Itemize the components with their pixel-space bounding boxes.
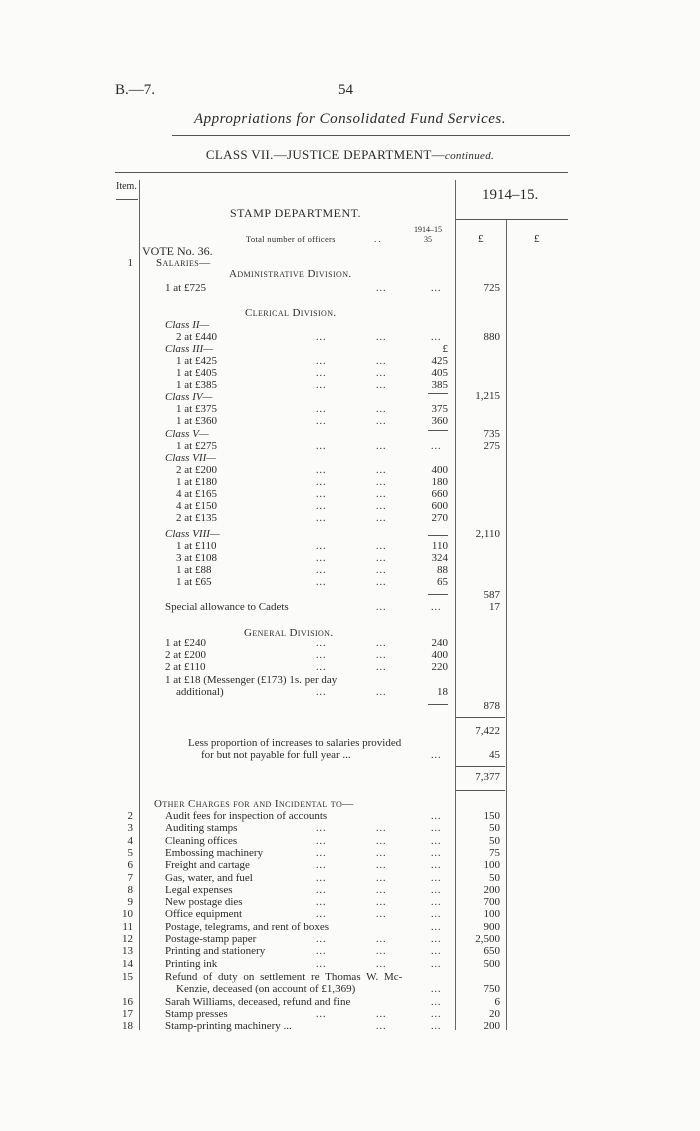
item-number: 11 [122, 920, 133, 933]
less-line-2 [0, 750, 700, 762]
refund-line-2 [0, 984, 700, 996]
item-number: 2 [127, 810, 133, 822]
leader-dots: ... [376, 368, 387, 379]
admin-total: 725 [483, 282, 500, 294]
leader-dots: ... [376, 823, 387, 835]
officers-label: Total number of officers [246, 234, 336, 244]
messenger-label-1: 1 at £18 (Messenger (£173) 1s. per day [165, 674, 338, 686]
general-total: 878 [483, 700, 500, 712]
charge-row-label: New postage dies [165, 896, 243, 909]
leader-dots: ... [316, 897, 327, 909]
leader-dots: ... [316, 441, 327, 452]
leader-dots: ... [376, 1009, 387, 1020]
charge-row-label: Cleaning offices [165, 834, 238, 847]
class-ii-line-label: 2 at £440 [176, 331, 217, 343]
messenger-label-2: additional) [176, 686, 224, 698]
class-v-line [0, 441, 700, 453]
leader-dots: ... [376, 404, 387, 415]
leader-dots: ... [316, 513, 327, 524]
title-rule [172, 135, 570, 136]
leader-dots: ... [316, 638, 327, 649]
leader-dots: ... [376, 687, 387, 698]
item-number: 7 [127, 871, 133, 884]
class-viii-line-label: 3 at £108 [176, 552, 217, 564]
messenger-amount: 18 [437, 686, 448, 698]
leader-dots: ... [376, 489, 387, 500]
leader-dots: ... [431, 835, 442, 847]
class-vii-line-label: 4 at £150 [176, 500, 217, 512]
charge-row [0, 922, 700, 934]
class-viii-line-label: 1 at £88 [176, 564, 212, 576]
charge-row-label: Stamp presses [165, 1008, 228, 1020]
charge-row-amount: 200 [483, 1020, 500, 1032]
general-line-label: 1 at £240 [165, 637, 206, 649]
leader-dots: ... [431, 1009, 442, 1020]
class-vii-line-label: 2 at £135 [176, 512, 217, 524]
charge-row-amount: 20 [489, 1008, 500, 1020]
charge-row-amount: 150 [483, 810, 500, 822]
leader-dots: ... [376, 441, 387, 452]
charge-row [0, 997, 700, 1009]
charge-row-amount: 100 [483, 859, 500, 872]
clerical-heading-row [0, 308, 700, 320]
leader-dots: ... [431, 860, 442, 872]
pound-sign: £ [442, 343, 448, 355]
leader-dots: ... [376, 897, 387, 909]
item-number: 18 [122, 1020, 133, 1032]
leader-dots: ... [316, 662, 327, 673]
leader-dots: ... [431, 441, 442, 452]
class-ii-label-row [0, 320, 700, 332]
leader-dots: . . [374, 234, 381, 244]
class-iii-label-row [0, 344, 700, 356]
charge-row-label: Printing and stationery [165, 945, 266, 958]
class-vii-line-amount: 270 [431, 512, 448, 524]
leader-dots: ... [376, 650, 387, 661]
charge-row-label: Embossing machinery [165, 846, 264, 859]
leader-dots: ... [431, 984, 442, 995]
charge-row-label: Postage-stamp paper [165, 933, 257, 945]
general-total-row [0, 701, 700, 713]
class-viii-line-amount: 65 [437, 576, 448, 588]
item-number: 9 [127, 896, 133, 909]
leader-dots: ... [431, 884, 442, 896]
charge-row [0, 909, 700, 921]
cadets-total: 17 [489, 601, 500, 613]
net-total: 7,377 [475, 771, 500, 783]
class-viii-total: 587 [483, 589, 500, 601]
charge-row [0, 860, 700, 872]
table-top-rule [115, 172, 568, 173]
class-ii-total: 880 [483, 331, 500, 343]
item-number: 5 [127, 846, 133, 859]
class-viii-total-row [0, 590, 700, 602]
charge-row-amount: 50 [489, 871, 500, 884]
officers-year: 1914–15 [414, 225, 442, 234]
charge-row [0, 885, 700, 897]
leader-dots: ... [316, 489, 327, 500]
leader-dots: ... [316, 687, 327, 698]
leader-dots: ... [431, 823, 442, 835]
leader-dots: ... [376, 638, 387, 649]
leader-dots: ... [376, 934, 387, 945]
class-viii-line-label: 1 at £65 [176, 576, 212, 588]
leader-dots: ... [376, 1021, 387, 1032]
leader-dots: ... [316, 872, 327, 884]
charge-row-label: Audit fees for inspection of accounts [165, 810, 328, 822]
charge-row-amount: 700 [483, 896, 500, 909]
leader-dots: ... [316, 934, 327, 945]
leader-dots: ... [316, 501, 327, 512]
leader-dots: ... [376, 662, 387, 673]
class-iv-line-amount: 360 [431, 415, 448, 427]
charge-row-amount: 900 [483, 920, 500, 933]
charge-row [0, 959, 700, 971]
charge-row-label: Stamp-printing machinery ... [165, 1020, 292, 1032]
charge-row-label: Freight and cartage [165, 859, 250, 872]
class-vii-line [0, 489, 700, 501]
leader-dots: ... [316, 356, 327, 367]
class-viii-line-amount: 88 [437, 564, 448, 576]
general-line [0, 662, 700, 674]
class-iii-line [0, 368, 700, 380]
leader-dots: ... [376, 946, 387, 958]
class-viii-line-label: 1 at £110 [176, 540, 217, 552]
class-viii-label: Class VIII— [165, 528, 220, 540]
messenger-line-2 [0, 687, 700, 699]
class-vii-line-label: 1 at £180 [176, 476, 217, 488]
class-iii-line-label: 1 at £405 [176, 367, 217, 379]
class-iv-line-amount: 375 [431, 403, 448, 415]
leader-dots: ... [431, 602, 442, 613]
general-line-amount: 240 [431, 637, 448, 649]
charge-row-label: Printing ink [165, 957, 218, 970]
charge-row [0, 1009, 700, 1021]
leader-dots: ... [376, 356, 387, 367]
year-header-rule [456, 219, 568, 220]
leader-dots: ... [376, 847, 387, 859]
charge-row [0, 848, 700, 860]
charge-row [0, 811, 700, 823]
leader-dots: ... [431, 909, 442, 921]
class-iii-line [0, 356, 700, 368]
charge-row-label: Auditing stamps [165, 822, 238, 835]
class-iv-line [0, 416, 700, 428]
class-iv-label: Class IV— [165, 391, 213, 403]
leader-dots: ... [431, 332, 442, 343]
class-iii-total: 1,215 [475, 390, 500, 402]
class-iv-total: 735 [483, 428, 500, 440]
leader-dots: ... [376, 513, 387, 524]
class-vii-line [0, 513, 700, 525]
leader-dots: ... [431, 872, 442, 884]
charge-row-label: Sarah Williams, deceased, refund and fine [165, 996, 351, 1008]
leader-dots: ... [431, 283, 442, 294]
item-number: 4 [127, 834, 133, 847]
leader-dots: ... [376, 835, 387, 847]
charge-row-amount: 6 [494, 996, 500, 1008]
leader-dots: ... [316, 650, 327, 661]
class-iv-line-label: 1 at £360 [176, 415, 217, 427]
class-iii-line-amount: 405 [431, 367, 448, 379]
leader-dots: ... [376, 380, 387, 391]
class-v-line-label: 1 at £275 [176, 440, 217, 452]
leader-dots: ... [431, 934, 442, 945]
item-number: 12 [122, 933, 133, 945]
leader-dots: ... [316, 416, 327, 427]
messenger-line-1 [0, 675, 700, 687]
class-iii-line-label: 1 at £385 [176, 379, 217, 391]
leader-dots: ... [376, 501, 387, 512]
other-charges-heading: Other Charges for and Incidental to— [154, 798, 354, 810]
net-total-row [0, 772, 700, 784]
class-vii-line [0, 465, 700, 477]
charge-row-amount: 100 [483, 908, 500, 921]
refund-label-1: Refund of duty on settlement re Thomas W. Mc- [165, 971, 403, 983]
admin-heading-row [0, 269, 700, 281]
leader-dots: ... [431, 811, 442, 822]
leader-dots: ... [316, 565, 327, 576]
officers-header [408, 225, 448, 245]
leader-dots: ... [431, 958, 442, 970]
leader-dots: ... [316, 404, 327, 415]
leader-dots: ... [376, 860, 387, 872]
general-line-label: 2 at £110 [165, 661, 206, 673]
document-code: B.—7. [115, 82, 156, 98]
admin-line-label: 1 at £725 [165, 282, 206, 294]
leader-dots: ... [316, 847, 327, 859]
leader-dots: ... [376, 872, 387, 884]
charge-row-amount: 650 [483, 945, 500, 958]
class-iii-label: Class III— [165, 343, 213, 355]
salaries-label: Salaries— [156, 257, 211, 269]
leader-dots: ... [316, 835, 327, 847]
general-line [0, 638, 700, 650]
leader-dots: ... [376, 577, 387, 588]
class-vii-label-row [0, 453, 700, 465]
section-title: STAMP DEPARTMENT. [230, 206, 362, 220]
class-ii-label: Class II— [165, 319, 210, 331]
subtotal: 7,422 [475, 725, 500, 737]
class-vii-line-amount: 180 [431, 476, 448, 488]
class-viii-line [0, 565, 700, 577]
class-viii-line-amount: 110 [431, 540, 448, 552]
subtotal-rule [456, 717, 505, 718]
charge-row [0, 934, 700, 946]
item-number: 16 [122, 996, 133, 1008]
year-column-header: 1914–15. [482, 187, 539, 203]
class-v-total: 275 [483, 440, 500, 452]
leader-dots: ... [376, 909, 387, 921]
charge-row-amount: 500 [483, 957, 500, 970]
charge-row [0, 1021, 700, 1033]
charge-row-amount: 200 [483, 883, 500, 896]
leader-dots: ... [316, 368, 327, 379]
leader-dots: ... [316, 860, 327, 872]
leader-dots: ... [376, 602, 387, 613]
vote-number: VOTE No. 36. [142, 244, 213, 258]
refund-line-1 [0, 972, 700, 984]
leader-dots: ... [431, 750, 442, 761]
admin-line [0, 283, 700, 295]
class-vii-line-amount: 400 [431, 464, 448, 476]
leader-dots: ... [316, 465, 327, 476]
charge-row-amount: 2,500 [475, 933, 500, 945]
class-vii-total-row [0, 529, 700, 541]
leader-dots: ... [376, 541, 387, 552]
leader-dots: ... [431, 847, 442, 859]
item-number: 15 [122, 971, 133, 983]
item-column-header: Item. [116, 181, 137, 192]
class-heading: CLASS VII.—JUSTICE DEPARTMENT—continued. [205, 147, 495, 162]
class-viii-line [0, 577, 700, 589]
charge-row-label: Postage, telegrams, and rent of boxes [165, 920, 330, 933]
class-iv-label-row [0, 392, 700, 404]
other-charges-heading-row [0, 799, 700, 811]
general-division-heading: General Division. [244, 627, 334, 639]
leader-dots: ... [376, 465, 387, 476]
page-title: Appropriations for Consolidated Fund Services. [193, 111, 506, 127]
charge-row [0, 897, 700, 909]
leader-dots: ... [431, 946, 442, 958]
charge-row [0, 946, 700, 958]
class-iii-line [0, 380, 700, 392]
item-number: 6 [127, 859, 133, 872]
item-number: 13 [122, 945, 133, 958]
leader-dots: ... [316, 958, 327, 970]
charge-row-label: Gas, water, and fuel [165, 871, 253, 884]
general-line-label: 2 at £200 [165, 649, 206, 661]
class-vii-line-label: 4 at £165 [176, 488, 217, 500]
page-number: 54 [338, 82, 353, 98]
class-iii-line-amount: 385 [431, 379, 448, 391]
item-number: 14 [122, 957, 133, 970]
class-vii-line-amount: 660 [431, 488, 448, 500]
subtotal-row [0, 726, 700, 738]
charge-row-amount: 75 [489, 846, 500, 859]
charge-row [0, 873, 700, 885]
subtotal-rule [456, 766, 505, 767]
general-line-amount: 400 [431, 649, 448, 661]
charge-row-label: Legal expenses [165, 883, 233, 896]
class-v-label: Class V— [165, 428, 209, 440]
charge-row [0, 836, 700, 848]
admin-division-heading: Administrative Division. [229, 268, 352, 280]
item-number: 10 [122, 908, 133, 921]
less-label-2: for but not payable for full year ... [201, 749, 351, 761]
cadets-label: Special allowance to Cadets [165, 601, 289, 613]
class-vii-line-label: 2 at £200 [176, 464, 217, 476]
leader-dots: ... [431, 1021, 442, 1032]
class-viii-line [0, 541, 700, 553]
cadets-row [0, 602, 700, 614]
item-header-rule [116, 199, 138, 200]
class-vii-line [0, 501, 700, 513]
leader-dots: ... [431, 897, 442, 909]
clerical-division-heading: Clerical Division. [245, 307, 337, 319]
officers-count: 35 [424, 235, 432, 244]
leader-dots: ... [316, 477, 327, 488]
less-line-1 [0, 738, 700, 750]
refund-label-2: Kenzie, deceased (on account of £1,369) [176, 983, 356, 995]
class-vii-line-amount: 600 [431, 500, 448, 512]
leader-dots: ... [376, 477, 387, 488]
item-number: 1 [127, 257, 133, 269]
charge-row-amount: 50 [489, 822, 500, 835]
class-vii-total: 2,110 [475, 528, 500, 540]
item-number: 8 [127, 883, 133, 896]
leader-dots: ... [316, 946, 327, 958]
leader-dots: ... [316, 380, 327, 391]
charge-row-label: Office equipment [165, 908, 243, 921]
class-iv-line-label: 1 at £375 [176, 403, 217, 415]
item-number: 17 [122, 1008, 133, 1020]
leader-dots: ... [376, 332, 387, 343]
leader-dots: ... [431, 921, 442, 933]
leader-dots: ... [316, 332, 327, 343]
leader-dots: ... [376, 565, 387, 576]
leader-dots: ... [316, 884, 327, 896]
class-iii-line-label: 1 at £425 [176, 355, 217, 367]
leader-dots: ... [376, 958, 387, 970]
charge-row-amount: 50 [489, 834, 500, 847]
item-number: 3 [127, 822, 133, 835]
leader-dots: ... [316, 541, 327, 552]
leader-dots: ... [431, 997, 442, 1008]
class-viii-line-amount: 324 [431, 552, 448, 564]
class-viii-line [0, 553, 700, 565]
leader-dots: ... [316, 1009, 327, 1020]
less-amount: 45 [489, 749, 500, 761]
class-vii-line [0, 477, 700, 489]
refund-amount: 750 [483, 983, 500, 995]
leader-dots: ... [316, 553, 327, 564]
leader-dots: ... [376, 884, 387, 896]
leader-dots: ... [316, 823, 327, 835]
class-vii-label: Class VII— [165, 452, 217, 464]
pound-header-1: £ [478, 233, 484, 245]
class-ii-line [0, 332, 700, 344]
less-label-1: Less proportion of increases to salaries provided [188, 737, 402, 749]
leader-dots: ... [316, 577, 327, 588]
subtotal-rule [456, 790, 505, 791]
leader-dots: ... [376, 553, 387, 564]
general-line-amount: 220 [431, 661, 448, 673]
pound-header-2: £ [534, 233, 540, 245]
class-iv-total-row [0, 429, 700, 441]
class-iii-line-amount: 425 [431, 355, 448, 367]
class-iv-line [0, 404, 700, 416]
leader-dots: ... [376, 416, 387, 427]
general-line [0, 650, 700, 662]
leader-dots: ... [316, 909, 327, 921]
leader-dots: ... [376, 283, 387, 294]
charge-row [0, 823, 700, 835]
